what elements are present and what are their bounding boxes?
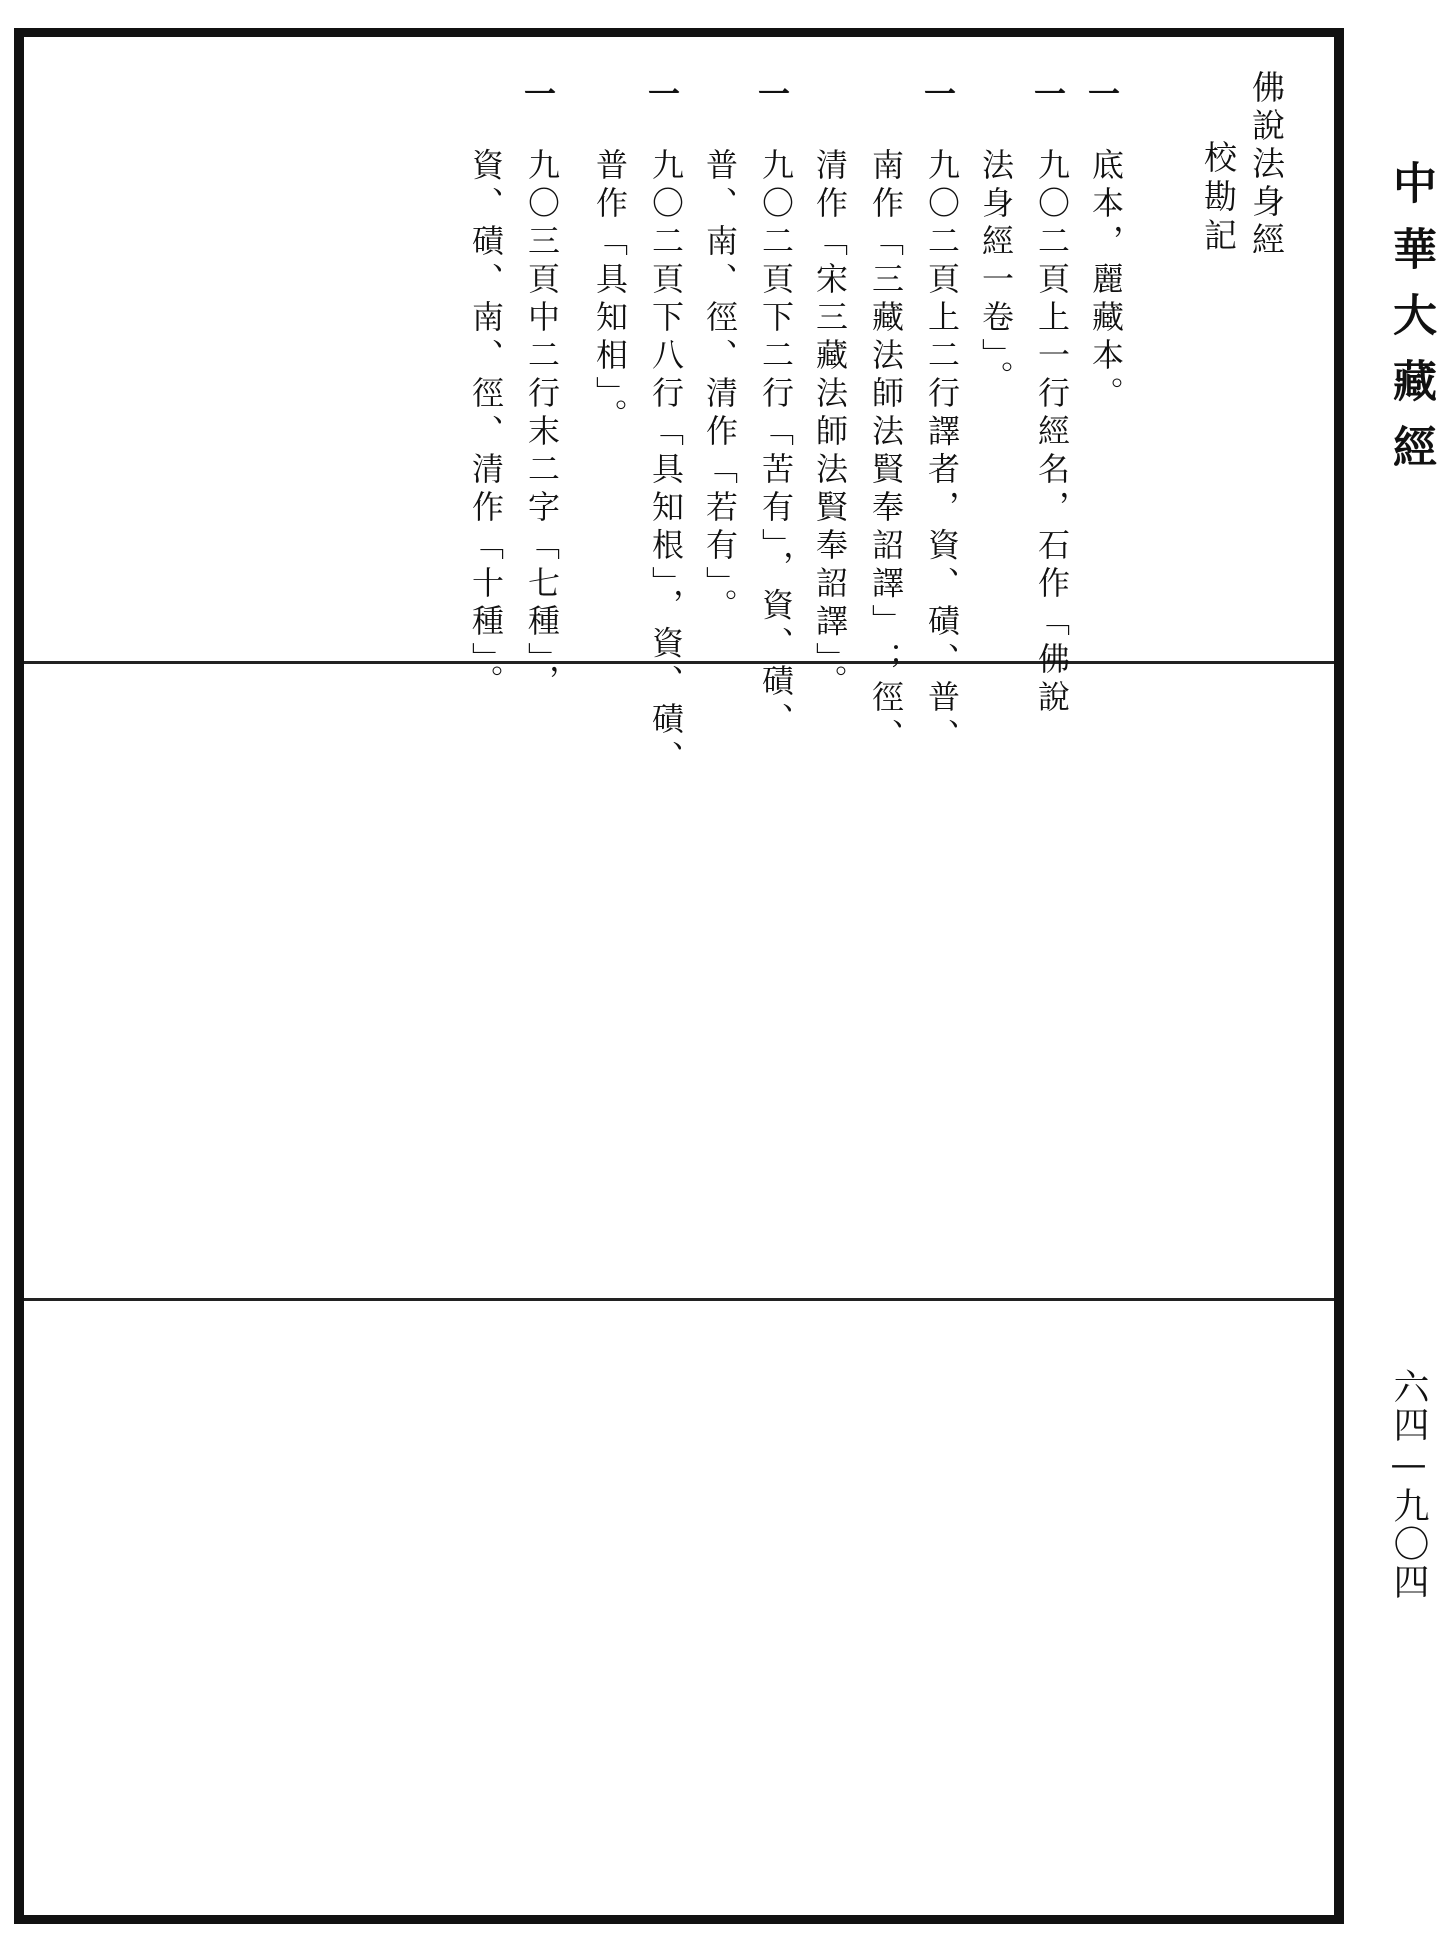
note-line: 九〇二頁下八行「具知根」，資、磧、 (647, 148, 685, 778)
collation-heading: 校勘記 (1199, 140, 1238, 257)
note-line: 九〇三頁中二行末二字「七種」， (523, 148, 561, 702)
sutra-title: 佛說法身經 (1247, 70, 1286, 260)
note-line: 南作「三藏法師法賢奉詔譯」；徑、 (867, 148, 905, 756)
register-divider-lower (24, 1298, 1334, 1301)
note-line: 九〇二頁上一行經名，石作「佛說 (1033, 148, 1071, 718)
note-line: 普、南、徑、清作「若有」。 (701, 148, 739, 626)
note-line: 底本，麗藏本。 (1087, 148, 1125, 414)
note-marker: 一 (1088, 75, 1121, 113)
note-line: 九〇二頁上二行譯者，資、磧、普、 (923, 148, 961, 756)
collection-title: 中華大藏經 (1385, 160, 1436, 490)
note-marker: 一 (1034, 75, 1067, 113)
note-line: 資、磧、南、徑、清作「十種」。 (467, 148, 505, 702)
note-line: 九〇二頁下二行「苦有」，資、磧、 (757, 148, 795, 740)
note-line: 法身經一卷」。 (977, 148, 1015, 398)
note-marker: 一 (758, 75, 791, 113)
note-line: 清作「宋三藏法師法賢奉詔譯」。 (811, 148, 849, 702)
note-marker: 一 (648, 75, 681, 113)
note-marker: 一 (524, 75, 557, 113)
note-line: 普作「具知相」。 (591, 148, 629, 436)
page-number: 六四—九〇四 (1388, 1368, 1429, 1601)
note-marker: 一 (924, 75, 957, 113)
